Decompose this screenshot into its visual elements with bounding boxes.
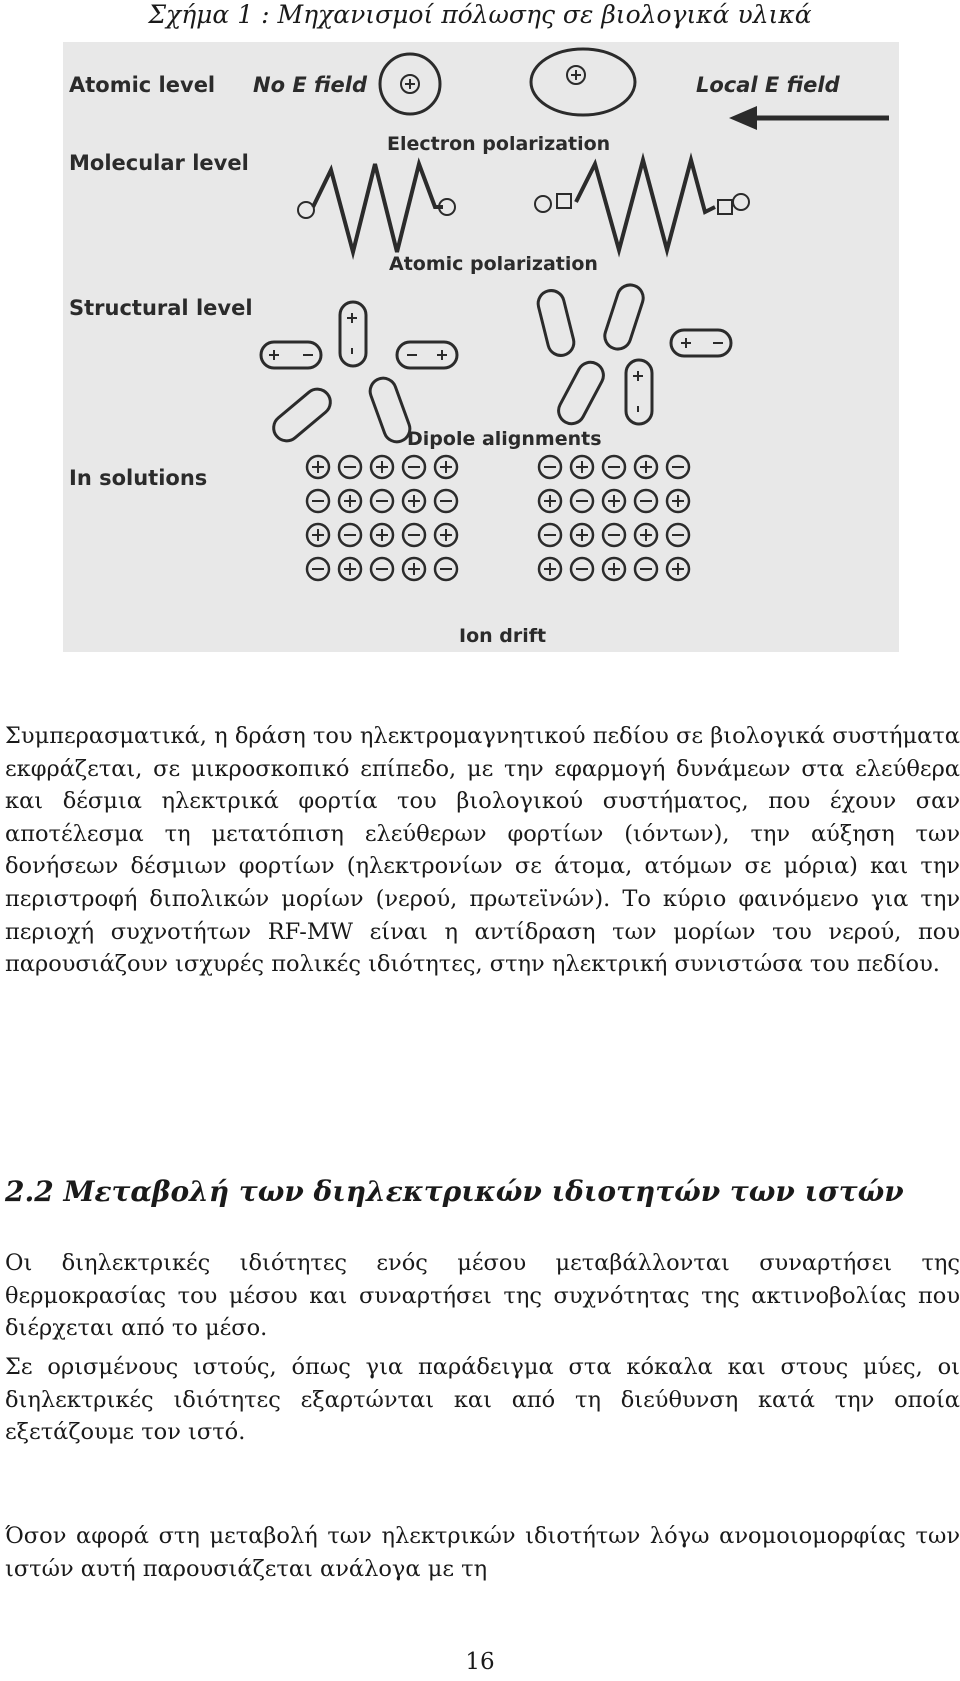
label-no-e-field: No E field (253, 73, 367, 97)
dipoles-random-icon (261, 302, 457, 446)
label-local-e-field: Local E field (696, 73, 840, 97)
dipoles-aligned-icon (535, 282, 731, 429)
figure-caption: Σχήμα 1 : Μηχανισμοί πόλωσης σε βιολογικά υλικά (148, 0, 812, 29)
polarization-figure (63, 42, 899, 652)
atom-distorted-icon (531, 49, 635, 115)
label-molecular-level: Molecular level (69, 151, 249, 175)
field-arrow-left-icon (729, 106, 889, 130)
label-structural-level: Structural level (69, 296, 253, 320)
atom-no-field-icon (380, 54, 440, 114)
label-electron-polarization: Electron polarization (387, 133, 611, 155)
paragraph-tissue-direction: Σε ορισμένους ιστούς, όπως για παράδειγμα στα κόκαλα και στους μύες, οι διηλεκτρικές ιδιότητες εξαρτώνται και από τη διεύθυνση κατά την οποία εξετάζουμε τον ιστό. (5, 1354, 960, 1446)
label-in-solutions: In solutions (69, 466, 208, 490)
label-ion-drift: Ion drift (459, 625, 547, 647)
polarization-diagram (63, 42, 899, 652)
paragraph-conclusion: Συμπερασματικά, η δράση του ηλεκτρομαγνητικού πεδίου σε βιολογικά συστήματα εκφράζεται, σε μικροσκοπικό επίπεδο, με την εφαρμογή δυνάμεων στα ελεύθερα και δέσμια ηλεκτρικά φορτία του βιολογικού συστήματος, που έχουν σαν αποτέλεσμα τη μετατόπιση ελεύθερων φορτίων (ιόντων), την αύξηση των δονήσεων δέσμιων φορτίων (ηλεκτρονίων σε άτομα, ατόμων σε μόρια) και την περιστροφή διπολικών μορίων (νερού, πρωτεϊνών). Το κύριο φαινόμενο για την περιοχή συχνοτήτων RF-MW είναι η αντίδραση των μορίων του νερού, που παρουσιάζουν ισχυρές πολικές ιδιότητες, στην ηλεκτρική συνιστώσα του πεδίου. (5, 723, 960, 978)
label-atomic-level: Atomic level (69, 73, 216, 97)
section-heading: 2.2 Μεταβολή των διηλεκτρικών ιδιοτητών των ιστών (5, 1175, 904, 1208)
label-dipole-alignments: Dipole alignments (407, 428, 602, 450)
label-atomic-polarization: Atomic polarization (389, 253, 598, 275)
ion-grid-no-field-icon (307, 456, 457, 580)
paragraph-dielectric-properties: Οι διηλεκτρικές ιδιότητες ενός μέσου μεταβάλλονται συναρτήσει της θερμοκρασίας του μέσου και συναρτήσει της συχνότητας της ακτινοβολίας που διέρχεται από το μέσο. (5, 1250, 960, 1342)
molecule-zigzag-field-icon (535, 160, 749, 250)
page-number: 16 (465, 1649, 495, 1675)
ion-grid-field-icon (539, 456, 689, 580)
paragraph-inhomogeneity: Όσον αφορά στη μεταβολή των ηλεκτρικών ιδιοτήτων λόγω ανομοιομορφίας των ιστών αυτή παρουσιάζεται ανάλογα με τη (5, 1523, 960, 1582)
molecule-zigzag-no-field-icon (298, 164, 455, 252)
